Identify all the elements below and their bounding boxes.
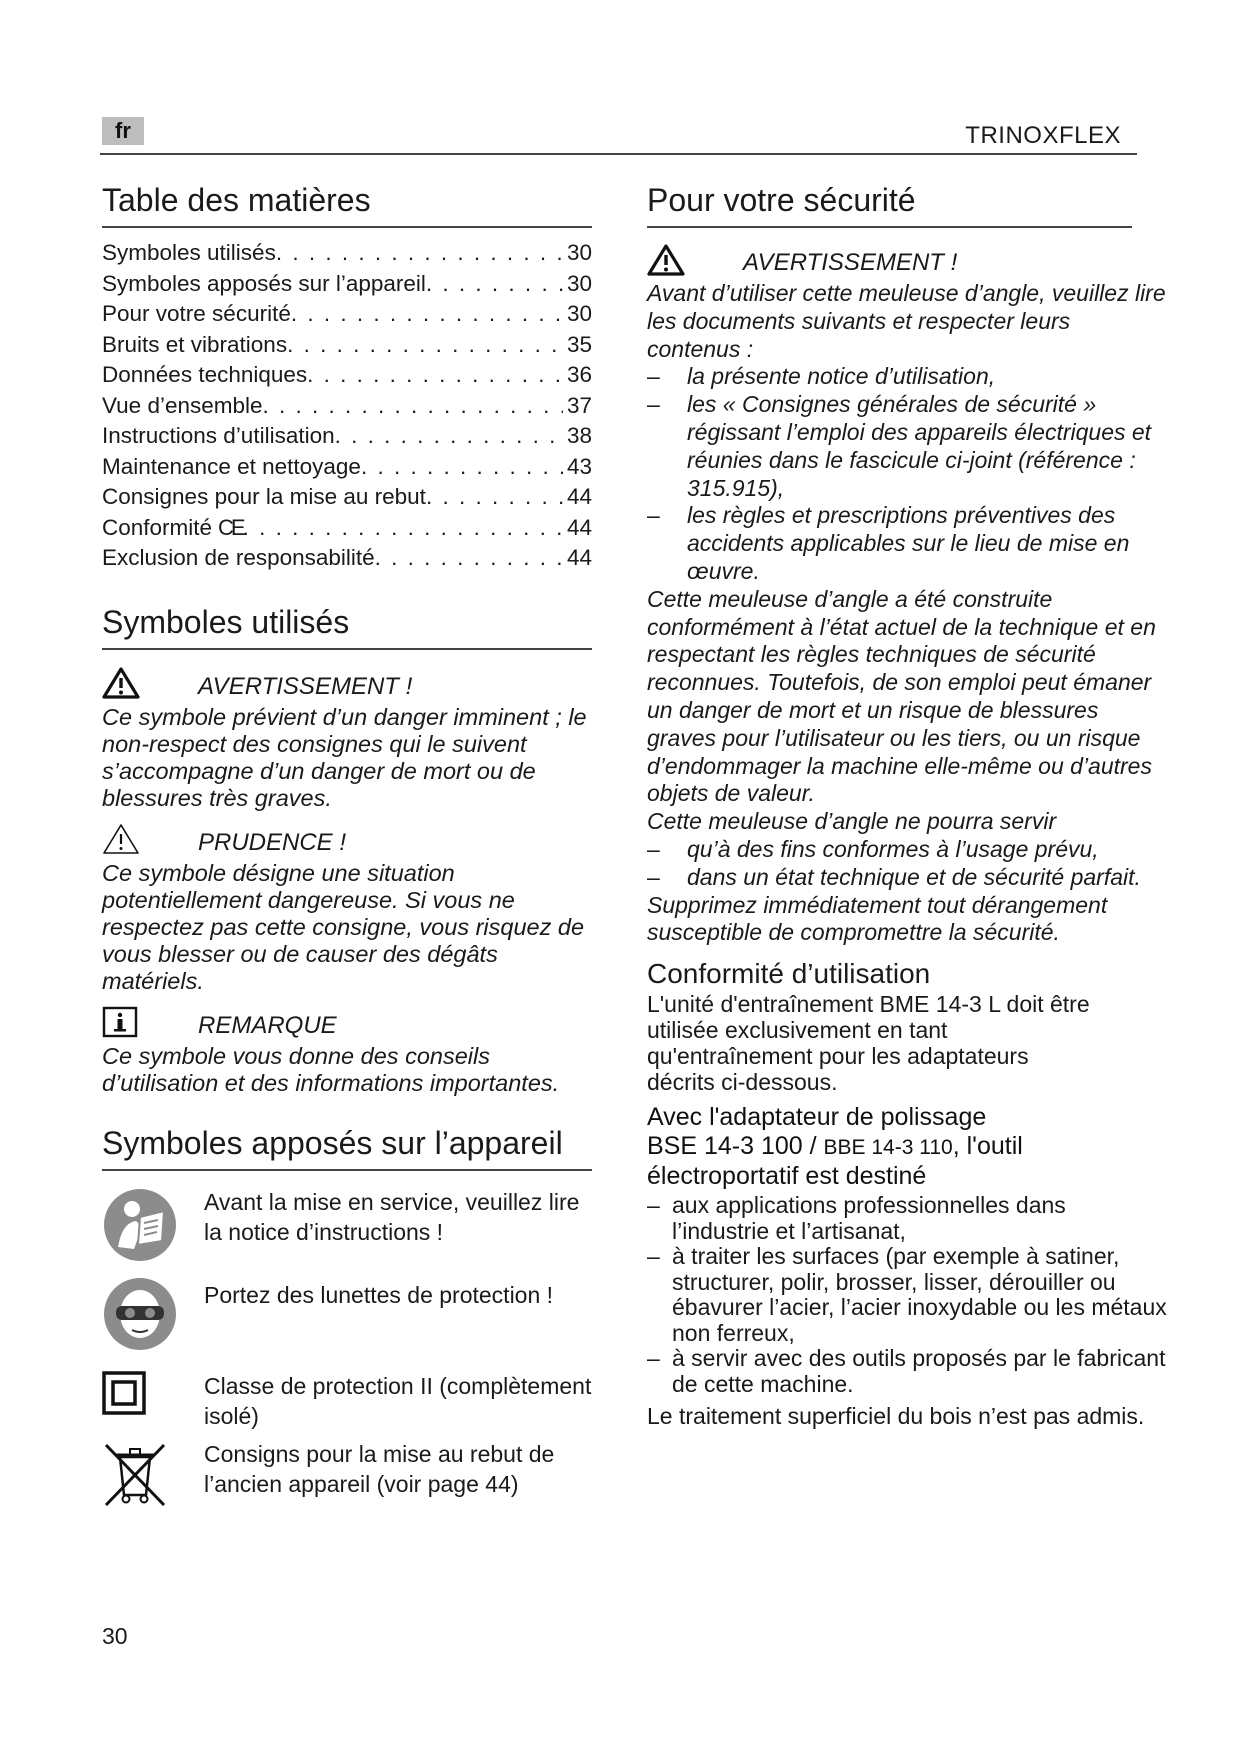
list-item: – à servir avec des outils proposés par le fabricant de cette machine. [647,1346,1167,1397]
brand-name: TRINOXFLEX [965,122,1121,149]
toc-entry[interactable]: Exclusion de responsabilité . . . 44 [102,543,592,574]
safety-warning-label: AVERTISSEMENT ! [743,249,958,276]
device-symbol-row [102,1371,592,1431]
symbols-used-title: Symboles utilisés [102,600,592,650]
safety-body [647,280,1167,947]
ce-mark-icon: CE [218,514,243,540]
device-symbol-text: Portez des lunettes de protection ! [204,1281,554,1308]
note-label: REMARQUE [198,1011,337,1039]
toc-entry[interactable]: Données techniques . . . 36 [102,360,592,391]
safety-conditions-list [647,836,1167,892]
page-number: 30 [102,1623,128,1649]
safety-intro: Avant d’utiliser cette meuleuse d’angle, veuillez lire les documents suivants et respecter leurs contenus : [647,280,1166,362]
warning-triangle-icon [102,667,198,706]
list-item: – à traiter les surfaces (par exemple à satiner, structurer, polir, brosser, lisser, dérouiller ou ébavurer l’acier, l’acier inoxydable ou les métaux non ferreux, [647,1244,1167,1346]
device-symbol-text: Avant la mise en service, veuillez lire la notice d’instructions ! [204,1188,580,1245]
list-item: – aux applications professionnelles dans l’industrie et l’artisanat, [647,1193,1167,1244]
read-manual-icon [102,1187,204,1268]
list-item: – qu’à des fins conformes à l’usage prévu, [647,836,1167,864]
note-text: Ce symbole vous donne des conseils d’utilisation et des informations importantes. [102,1042,560,1096]
toc-title: Table des matières [102,178,592,228]
conformity-closing: Le traitement superficiel du bois n’est pas admis. [647,1403,1145,1430]
device-symbol-row [102,1276,592,1357]
safety-title: Pour votre sécurité [647,178,1132,228]
toc-entry[interactable]: Vue d’ensemble . . . 37 [102,391,592,422]
toc-entry[interactable]: Maintenance et nettoyage . . . 43 [102,452,592,483]
crossed-bin-icon [102,1439,204,1514]
caution-label: PRUDENCE ! [198,828,347,856]
toc-entry[interactable]: Bruits et vibrations . . . 35 [102,330,592,361]
caution-triangle-icon [102,823,198,862]
left-column [102,178,592,1514]
safety-paragraph: Cette meuleuse d’angle ne pourra servir [647,808,1057,835]
device-symbol-row [102,1439,592,1514]
protection-class-ii-icon [102,1371,204,1431]
safety-goggles-icon [102,1276,204,1357]
caution-text: Ce symbole désigne une situation potentiellement dangereuse. Si vous ne respectez pas cette consigne, vous risquez de vous blesser ou de causer des dégâts matériels. [102,859,585,994]
list-item: – les « Consignes générales de sécurité » régissant l’emploi des appareils électriques et réunies dans le fascicule ci-joint (référence : 315.915), [647,391,1167,502]
device-symbol-row [102,1187,592,1268]
list-item: – dans un état technique et de sécurité parfait. [647,864,1167,892]
warning-text: Ce symbole prévient d’un danger imminent ; le non-respect des consignes qui le suivent s’accompagne d’un danger de mort ou de blessures très graves. [102,703,587,811]
conformity-text: L'unité d'entraînement BME 14-3 L doit être utilisée exclusivement en tant qu'entraînement pour les adaptateurs décrits ci-dessous. [647,991,1090,1096]
uses-list [647,1193,1167,1397]
device-symbols-title: Symboles apposés sur l’appareil [102,1121,592,1171]
list-item: – les règles et prescriptions préventives des accidents applicables sur le lieu de mise en œuvre. [647,502,1167,585]
toc-entry[interactable]: Instructions d’utilisation . . . 38 [102,421,592,452]
info-note-icon [102,1006,198,1045]
device-symbol-text: Consigns pour la mise au rebut de l’ancien appareil (voir page 44) [204,1440,555,1497]
list-item: – la présente notice d’utilisation, [647,363,1167,391]
toc-entry[interactable]: Symboles utilisés . . . 30 [102,238,592,269]
safety-docs-list [647,363,1167,585]
conformity-title: Conformité d’utilisation [647,958,931,990]
safety-paragraph: Cette meuleuse d’angle a été construite conformément à l’état actuel de la technique et en respectant les règles techniques de sécurité reconnues. Toutefois, de son emploi peut émaner un danger de mort et un risque de blessures graves pour l’utilisateur ou les tiers, ou un risque d’endommager la machine elle-même ou d’autres objets de valeur. [647,585,1156,807]
right-column [647,178,1167,1429]
header-divider [100,153,1137,155]
toc-entry[interactable]: Conformité CE . . . 44 [102,513,592,544]
warning-label: AVERTISSEMENT ! [198,672,413,700]
warning-triangle-icon [647,244,743,283]
device-symbol-text: Classe de protection II (complètement isolé) [204,1372,592,1429]
language-badge: fr [102,117,144,145]
toc-entry[interactable]: Symboles apposés sur l’appareil . . . 30 [102,269,592,300]
toc-entry[interactable]: Pour votre sécurité . . . 30 [102,299,592,330]
toc-entry[interactable]: Consignes pour la mise au rebut . . . 44 [102,482,592,513]
safety-paragraph: Supprimez immédiatement tout dérangement susceptible de compromettre la sécurité. [647,891,1108,946]
adapter-heading: Avec l'adaptateur de polissage BSE 14-3 100 / BBE 14-3 110, l'outil électroportatif est destiné [647,1103,1023,1191]
toc-list [102,238,592,574]
